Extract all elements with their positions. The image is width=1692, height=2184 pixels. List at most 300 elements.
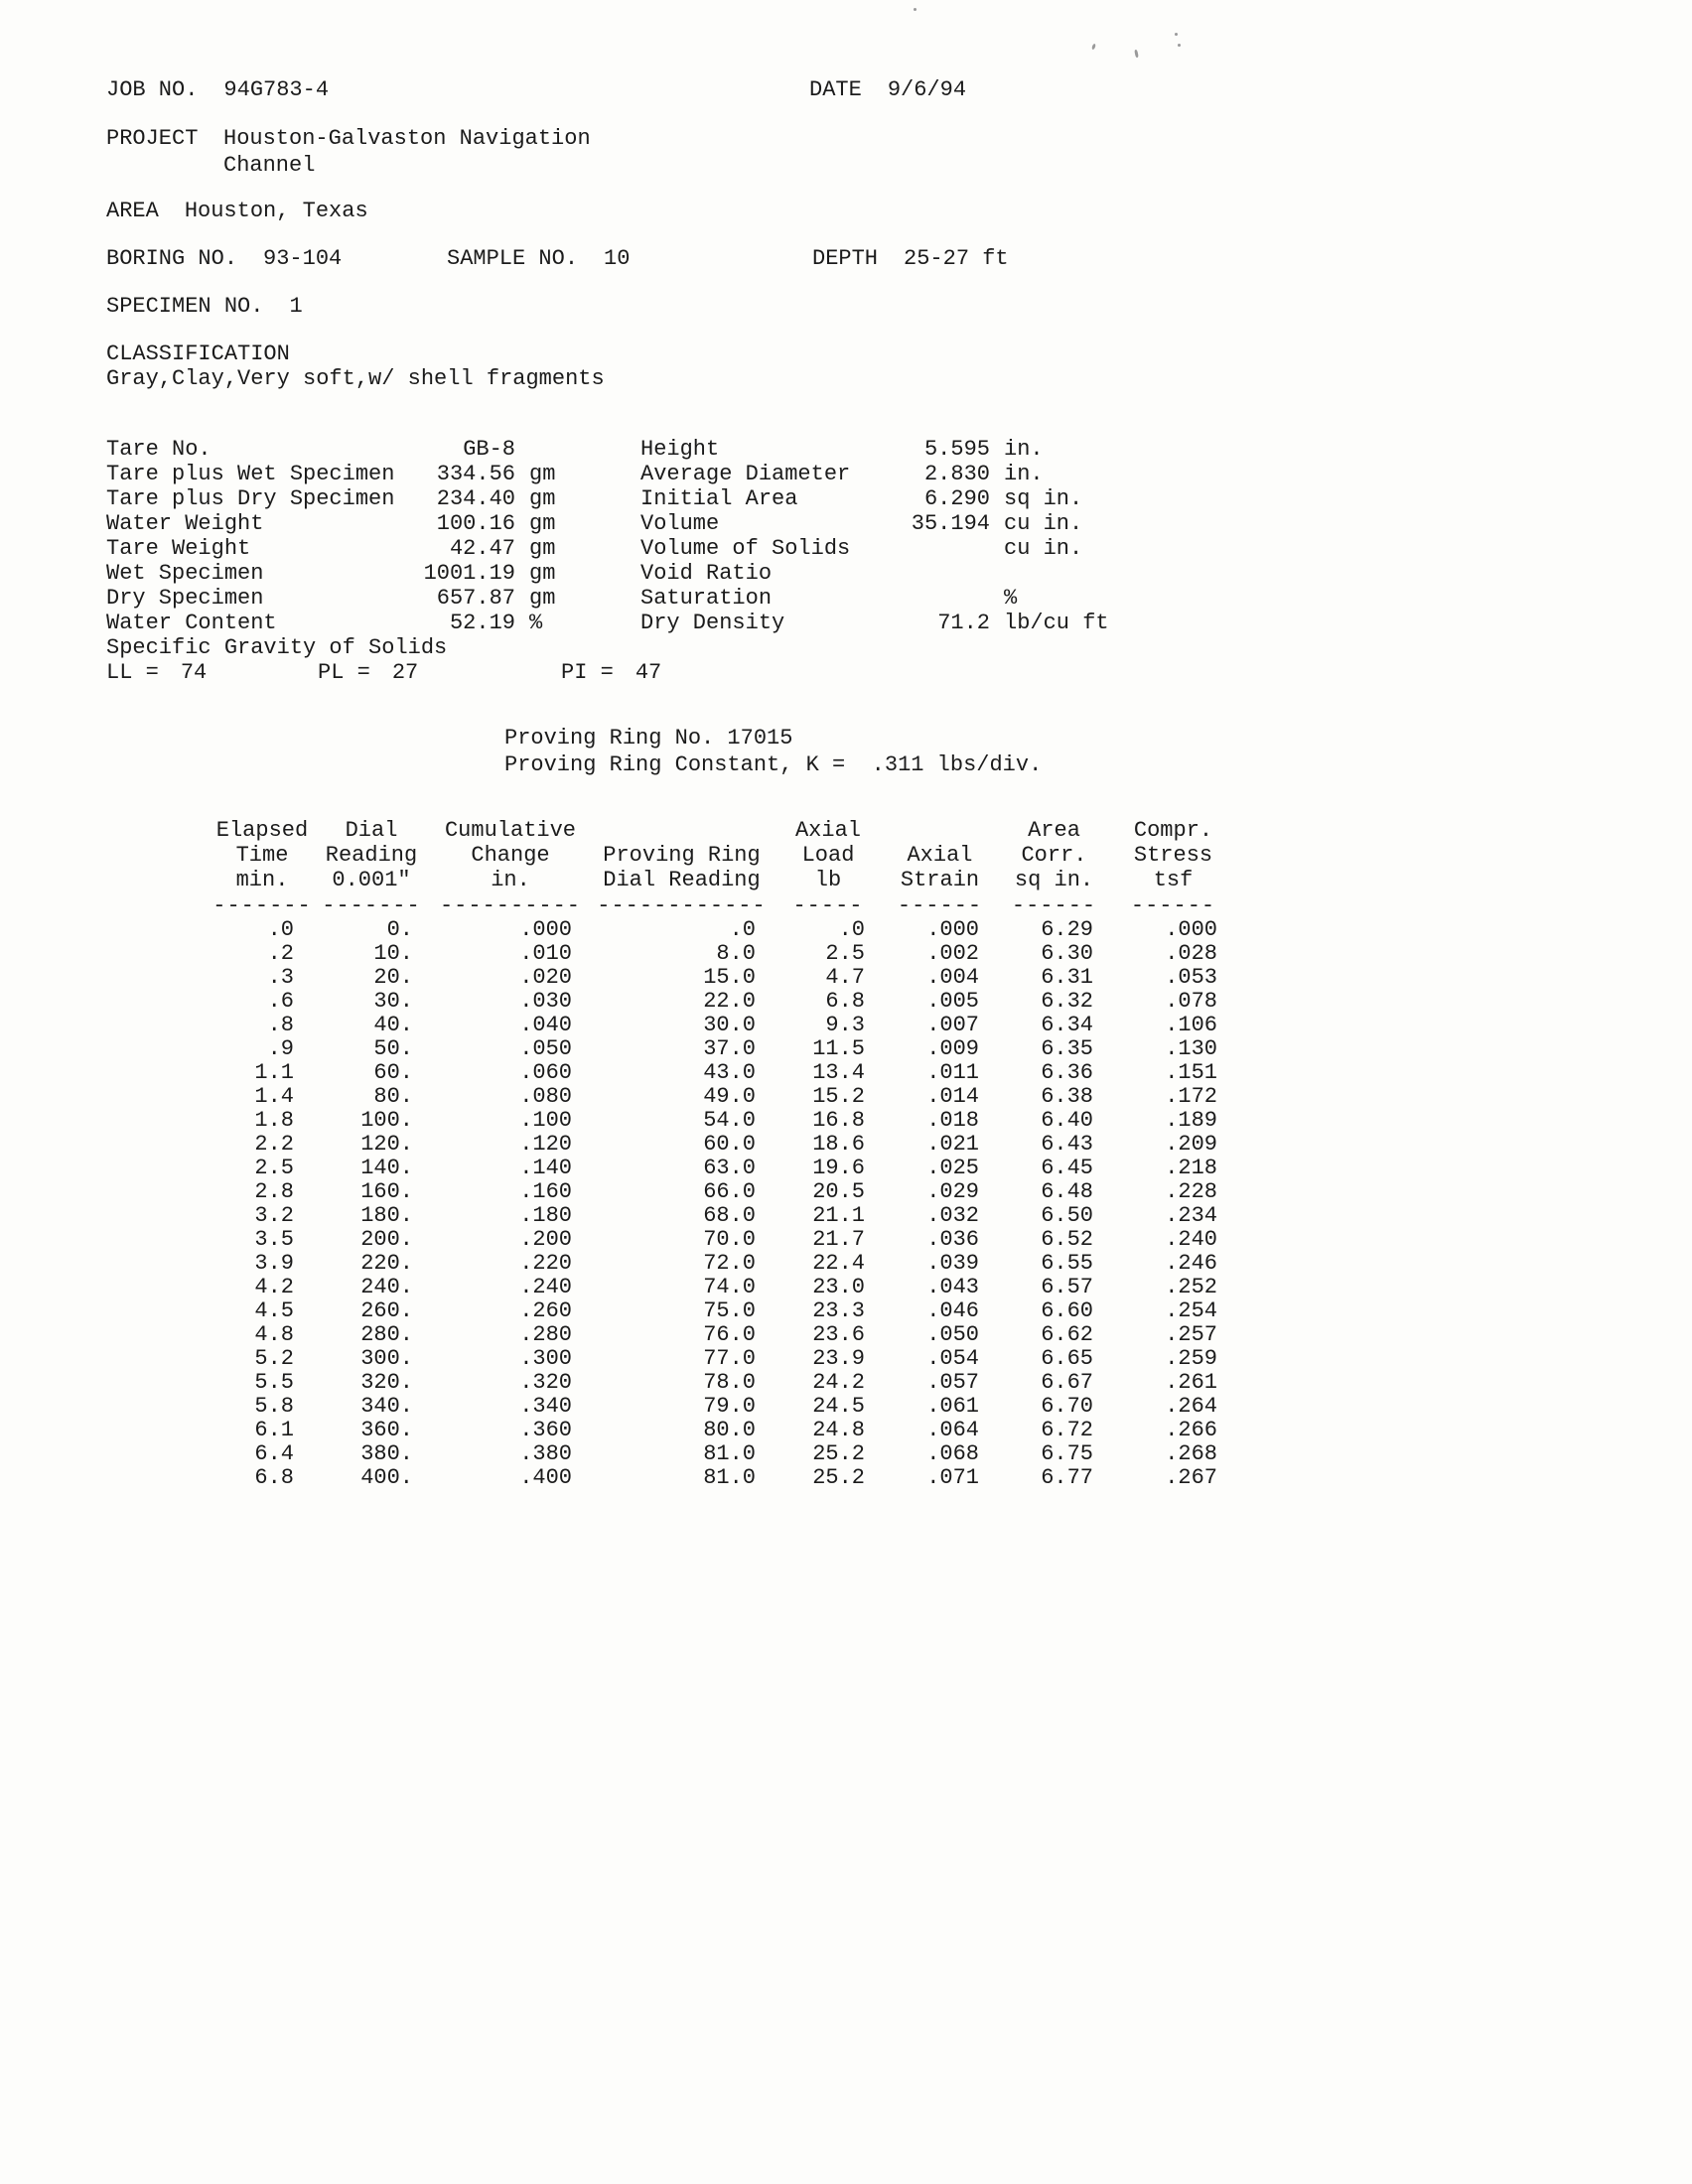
depth-label: DEPTH: [812, 246, 879, 271]
table-cell: .040: [519, 1013, 572, 1037]
table-cell: 60.0: [703, 1132, 756, 1157]
table-cell: .043: [926, 1275, 979, 1299]
table-cell: 5.8: [254, 1394, 294, 1419]
table-cell: 140.: [360, 1156, 413, 1180]
table-cell: 25.2: [812, 1441, 865, 1466]
table-cell: .264: [1165, 1394, 1217, 1419]
table-cell: .172: [1165, 1084, 1217, 1109]
table-cell: 6.48: [1041, 1179, 1093, 1204]
table-cell: .002: [926, 941, 979, 966]
table-cell: 2.5: [825, 941, 865, 966]
ll-label: LL =: [106, 660, 159, 685]
table-cell: 54.0: [703, 1108, 756, 1133]
table-row: [212, 1347, 1235, 1371]
project-label: PROJECT: [106, 126, 199, 151]
table-cell: .234: [1165, 1203, 1217, 1228]
classification-value: Gray,Clay,Very soft,w/ shell fragments: [106, 366, 605, 391]
table-cell: 81.0: [703, 1441, 756, 1466]
table-row: [212, 1299, 1235, 1323]
table-cell: 21.7: [812, 1227, 865, 1252]
sample-no-value: 10: [604, 246, 631, 271]
spec-value: 234.40: [436, 486, 515, 511]
table-cell: 77.0: [703, 1346, 756, 1371]
table-cell: .018: [926, 1108, 979, 1133]
table-cell: 43.0: [703, 1060, 756, 1085]
spec-value: 6.290: [923, 486, 990, 511]
table-cell: 30.: [373, 989, 413, 1014]
table-cell: .320: [519, 1370, 572, 1395]
table-cell: .046: [926, 1298, 979, 1323]
table-row: [212, 918, 1235, 942]
table-cell: 18.6: [812, 1132, 865, 1157]
boring-no-value: 93-104: [263, 246, 343, 271]
spec-row: [106, 511, 573, 536]
specimen-no-line: [106, 294, 1692, 319]
table-row: [212, 1037, 1235, 1061]
table-cell: 6.4: [254, 1441, 294, 1466]
table-cell: .020: [519, 965, 572, 990]
table-row: [212, 1371, 1235, 1395]
table-cell: .360: [519, 1418, 572, 1442]
table-cell: 24.2: [812, 1370, 865, 1395]
table-cell: .021: [926, 1132, 979, 1157]
table-cell: 4.2: [254, 1275, 294, 1299]
spec-unit: gm: [529, 586, 556, 611]
table-cell: 2.5: [254, 1156, 294, 1180]
table-cell: 79.0: [703, 1394, 756, 1419]
table-cell: 2.8: [254, 1179, 294, 1204]
table-cell: 13.4: [812, 1060, 865, 1085]
table-row: [212, 1466, 1235, 1490]
spec-row: [640, 586, 1109, 611]
header-underline: ------: [1130, 893, 1216, 918]
table-cell: .140: [519, 1156, 572, 1180]
table-cell: .218: [1165, 1156, 1217, 1180]
table-cell: 6.52: [1041, 1227, 1093, 1252]
pl-group: [318, 660, 418, 685]
spec-label: Tare No.: [106, 437, 212, 462]
table-cell: 23.6: [812, 1322, 865, 1347]
table-cell: .007: [926, 1013, 979, 1037]
table-row: [212, 942, 1235, 966]
table-row: [212, 1276, 1235, 1299]
table-cell: 76.0: [703, 1322, 756, 1347]
table-row: [212, 966, 1235, 990]
table-cell: 6.1: [254, 1418, 294, 1442]
table-cell: .209: [1165, 1132, 1217, 1157]
table-cell: .032: [926, 1203, 979, 1228]
table-cell: 20.: [373, 965, 413, 990]
table-cell: .080: [519, 1084, 572, 1109]
spec-row: [106, 586, 573, 611]
specimen-right-rows: [640, 437, 1109, 635]
spec-row: [640, 486, 1109, 511]
table-cell: 6.67: [1041, 1370, 1093, 1395]
table-cell: 360.: [360, 1418, 413, 1442]
spec-value: GB-8: [463, 437, 515, 462]
table-cell: 21.1: [812, 1203, 865, 1228]
table-cell: 6.8: [254, 1465, 294, 1490]
spec-value: [881, 561, 990, 586]
table-cell: 240.: [360, 1275, 413, 1299]
table-cell: .240: [519, 1275, 572, 1299]
table-cell: 2.2: [254, 1132, 294, 1157]
scan-artifact: [1175, 33, 1178, 36]
spec-unit: cu in.: [1004, 511, 1083, 536]
table-cell: .257: [1165, 1322, 1217, 1347]
table-cell: 70.0: [703, 1227, 756, 1252]
table-cell: .025: [926, 1156, 979, 1180]
spec-unit: sq in.: [1004, 486, 1083, 511]
table-cell: .8: [267, 1013, 294, 1037]
table-cell: 1.4: [254, 1084, 294, 1109]
header-underline: -----: [792, 893, 864, 918]
table-cell: .0: [267, 917, 294, 942]
table-cell: 6.8: [825, 989, 865, 1014]
spec-row: [106, 437, 573, 462]
table-row: [212, 1252, 1235, 1276]
table-cell: 23.9: [812, 1346, 865, 1371]
table-cell: .254: [1165, 1298, 1217, 1323]
table-cell: .300: [519, 1346, 572, 1371]
classification-label: CLASSIFICATION: [106, 341, 290, 366]
table-cell: .228: [1165, 1179, 1217, 1204]
spec-value: 42.47: [449, 536, 515, 561]
table-row: [212, 990, 1235, 1014]
table-cell: 6.40: [1041, 1108, 1093, 1133]
spec-value: 5.595: [923, 437, 990, 462]
scan-artifact: [914, 8, 916, 11]
table-cell: 19.6: [812, 1156, 865, 1180]
spec-label: Wet Specimen: [106, 561, 264, 586]
spec-label: Dry Density: [640, 611, 785, 635]
table-row: [212, 1014, 1235, 1037]
table-row: [212, 1323, 1235, 1347]
table-cell: .060: [519, 1060, 572, 1085]
table-cell: .053: [1165, 965, 1217, 990]
boring-sample-depth-line: [106, 246, 1692, 271]
sample-group: [447, 246, 630, 271]
table-cell: 100.: [360, 1108, 413, 1133]
table-cell: 30.0: [703, 1013, 756, 1037]
table-cell: .400: [519, 1465, 572, 1490]
table-cell: 25.2: [812, 1465, 865, 1490]
table-cell: .380: [519, 1441, 572, 1466]
table-row: [212, 1109, 1235, 1133]
table-cell: .028: [1165, 941, 1217, 966]
column-header: Axial Load lb -----: [774, 818, 883, 918]
table-cell: 49.0: [703, 1084, 756, 1109]
spec-label: Tare plus Wet Specimen: [106, 462, 395, 486]
table-cell: 80.: [373, 1084, 413, 1109]
table-cell: 160.: [360, 1179, 413, 1204]
table-cell: .039: [926, 1251, 979, 1276]
table-cell: 6.30: [1041, 941, 1093, 966]
table-cell: .010: [519, 941, 572, 966]
project-value-line1: Houston-Galvaston Navigation: [223, 126, 591, 151]
readings-table-head: [212, 818, 1235, 918]
job-no-value: 94G783-4: [223, 77, 330, 102]
header-underline: ----------: [439, 893, 582, 918]
table-cell: 72.0: [703, 1251, 756, 1276]
table-cell: 24.5: [812, 1394, 865, 1419]
spec-label: Water Content: [106, 611, 277, 635]
table-cell: .000: [1165, 917, 1217, 942]
table-cell: .6: [267, 989, 294, 1014]
table-cell: .036: [926, 1227, 979, 1252]
table-cell: .004: [926, 965, 979, 990]
table-cell: 3.5: [254, 1227, 294, 1252]
header-underline: ------: [897, 893, 983, 918]
column-header: Area Corr. sq in. ------: [997, 818, 1111, 918]
spec-row: [640, 511, 1109, 536]
table-cell: .068: [926, 1441, 979, 1466]
table-cell: .054: [926, 1346, 979, 1371]
specimen-no-label: SPECIMEN NO.: [106, 294, 264, 319]
table-cell: 68.0: [703, 1203, 756, 1228]
spec-row: [106, 486, 573, 511]
spec-unit: in.: [1004, 462, 1044, 486]
spec-label: Void Ratio: [640, 561, 773, 586]
proving-ring-constant: Proving Ring Constant, K = .311 lbs/div.: [504, 752, 1043, 777]
pl-value: 27: [391, 660, 419, 685]
specimen-data-block: [106, 437, 1692, 685]
table-cell: 6.57: [1041, 1275, 1093, 1299]
date-value: 9/6/94: [887, 77, 967, 102]
table-cell: 4.7: [825, 965, 865, 990]
table-cell: .280: [519, 1322, 572, 1347]
spec-row: [640, 437, 1109, 462]
table-cell: .151: [1165, 1060, 1217, 1085]
table-cell: .000: [519, 917, 572, 942]
table-cell: 40.: [373, 1013, 413, 1037]
table-cell: 340.: [360, 1394, 413, 1419]
table-cell: 60.: [373, 1060, 413, 1085]
spec-label: Initial Area: [640, 486, 798, 511]
table-cell: 300.: [360, 1346, 413, 1371]
table-cell: 6.45: [1041, 1156, 1093, 1180]
table-row: [212, 1133, 1235, 1157]
spec-label: Height: [640, 437, 720, 462]
table-cell: 16.8: [812, 1108, 865, 1133]
table-cell: .009: [926, 1036, 979, 1061]
table-cell: 6.55: [1041, 1251, 1093, 1276]
table-cell: 280.: [360, 1322, 413, 1347]
depth-value: 25-27 ft: [904, 246, 1009, 271]
spec-unit: gm: [529, 486, 556, 511]
table-cell: .0: [838, 917, 865, 942]
table-row: [212, 1442, 1235, 1466]
table-cell: 8.0: [716, 941, 756, 966]
spec-label: Tare plus Dry Specimen: [106, 486, 395, 511]
scan-artifact: [1178, 44, 1181, 47]
proving-ring-block: [504, 725, 1692, 778]
table-cell: .220: [519, 1251, 572, 1276]
pl-label: PL =: [318, 660, 370, 685]
table-cell: 380.: [360, 1441, 413, 1466]
table-cell: 6.32: [1041, 989, 1093, 1014]
table-cell: 15.0: [703, 965, 756, 990]
proving-ring-no: Proving Ring No. 17015: [504, 726, 793, 751]
table-cell: 9.3: [825, 1013, 865, 1037]
table-cell: .071: [926, 1465, 979, 1490]
spec-label: Average Diameter: [640, 462, 851, 486]
table-cell: .050: [519, 1036, 572, 1061]
table-row: [212, 1061, 1235, 1085]
pi-label: PI =: [561, 660, 614, 685]
table-cell: 6.31: [1041, 965, 1093, 990]
table-cell: 400.: [360, 1465, 413, 1490]
table-cell: 74.0: [703, 1275, 756, 1299]
column-header: Dial Reading 0.001" -------: [312, 818, 431, 918]
project-value-line2: Channel: [223, 153, 316, 178]
table-cell: .268: [1165, 1441, 1217, 1466]
specimen-left-column: [106, 437, 662, 685]
pi-group: [561, 660, 661, 685]
area-label: AREA: [106, 199, 159, 223]
table-cell: .050: [926, 1322, 979, 1347]
table-cell: 5.5: [254, 1370, 294, 1395]
spec-value: 35.194: [911, 511, 990, 536]
table-cell: 81.0: [703, 1465, 756, 1490]
spec-unit: gm: [529, 462, 556, 486]
table-cell: 80.0: [703, 1418, 756, 1442]
table-cell: 6.29: [1041, 917, 1093, 942]
spec-unit: in.: [1004, 437, 1044, 462]
table-cell: 11.5: [812, 1036, 865, 1061]
table-cell: 5.2: [254, 1346, 294, 1371]
table-cell: 75.0: [703, 1298, 756, 1323]
table-cell: .014: [926, 1084, 979, 1109]
spec-unit: gm: [529, 561, 556, 586]
project-value: [223, 125, 591, 179]
table-cell: .005: [926, 989, 979, 1014]
table-cell: 1.1: [254, 1060, 294, 1085]
table-cell: 23.0: [812, 1275, 865, 1299]
table-cell: 6.60: [1041, 1298, 1093, 1323]
table-row: [212, 1228, 1235, 1252]
table-cell: 20.5: [812, 1179, 865, 1204]
table-cell: .260: [519, 1298, 572, 1323]
table-cell: .0: [729, 917, 756, 942]
column-header: Compr. Stress tsf ------: [1111, 818, 1235, 918]
table-cell: .180: [519, 1203, 572, 1228]
table-cell: 78.0: [703, 1370, 756, 1395]
table-cell: .246: [1165, 1251, 1217, 1276]
spec-value: 2.830: [923, 462, 990, 486]
spec-unit: %: [529, 611, 543, 635]
spec-value: 1001.19: [423, 561, 515, 586]
table-cell: 6.43: [1041, 1132, 1093, 1157]
table-cell: 37.0: [703, 1036, 756, 1061]
date-label: DATE: [809, 77, 862, 102]
table-cell: .120: [519, 1132, 572, 1157]
spec-unit: cu in.: [1004, 536, 1083, 561]
table-cell: 22.4: [812, 1251, 865, 1276]
table-cell: 180.: [360, 1203, 413, 1228]
sample-no-label: SAMPLE NO.: [447, 246, 579, 271]
table-row: [212, 1204, 1235, 1228]
table-cell: .267: [1165, 1465, 1217, 1490]
area-value: Houston, Texas: [184, 199, 368, 223]
header-underline: ------: [1011, 893, 1097, 918]
spec-value: 71.2: [937, 611, 990, 635]
table-row: [212, 1085, 1235, 1109]
table-cell: 0.: [386, 917, 413, 942]
spec-label: Saturation: [640, 586, 773, 611]
spec-row: [640, 561, 1109, 586]
table-cell: 6.35: [1041, 1036, 1093, 1061]
table-cell: .340: [519, 1394, 572, 1419]
spec-row: [640, 462, 1109, 486]
spec-value: 100.16: [436, 511, 515, 536]
spec-value: 657.87: [436, 586, 515, 611]
table-row: [212, 1419, 1235, 1442]
specimen-right-column: [640, 437, 1109, 685]
spec-unit: gm: [529, 536, 556, 561]
table-cell: .266: [1165, 1418, 1217, 1442]
table-cell: .130: [1165, 1036, 1217, 1061]
table-row: [212, 1157, 1235, 1180]
table-cell: .200: [519, 1227, 572, 1252]
table-cell: 220.: [360, 1251, 413, 1276]
atterberg-line: [106, 660, 662, 685]
table-cell: .100: [519, 1108, 572, 1133]
table-cell: 6.50: [1041, 1203, 1093, 1228]
table-cell: 4.5: [254, 1298, 294, 1323]
spec-unit: %: [1004, 586, 1018, 611]
column-header: Proving Ring Dial Reading ------------: [590, 818, 774, 918]
table-cell: 10.: [373, 941, 413, 966]
area-line: [106, 199, 1692, 223]
spec-row: [106, 536, 573, 561]
table-cell: 4.8: [254, 1322, 294, 1347]
table-cell: .030: [519, 989, 572, 1014]
table-cell: 6.70: [1041, 1394, 1093, 1419]
table-cell: 63.0: [703, 1156, 756, 1180]
spec-unit: lb/cu ft: [1004, 611, 1109, 635]
spec-value: [881, 586, 990, 611]
table-cell: 6.77: [1041, 1465, 1093, 1490]
table-cell: .261: [1165, 1370, 1217, 1395]
table-row: [212, 1395, 1235, 1419]
table-cell: .259: [1165, 1346, 1217, 1371]
column-header: Elapsed Time min. -------: [212, 818, 312, 918]
table-cell: 15.2: [812, 1084, 865, 1109]
table-cell: .057: [926, 1370, 979, 1395]
table-row: [212, 1180, 1235, 1204]
spec-value: [881, 536, 990, 561]
table-cell: 22.0: [703, 989, 756, 1014]
table-cell: .189: [1165, 1108, 1217, 1133]
date-group: [809, 77, 966, 102]
depth-group: [812, 246, 1009, 271]
spec-label: Dry Specimen: [106, 586, 264, 611]
table-cell: 50.: [373, 1036, 413, 1061]
readings-table-body: [212, 918, 1235, 1490]
table-cell: 3.2: [254, 1203, 294, 1228]
readings-table: [212, 818, 1235, 1490]
spec-label: Volume of Solids: [640, 536, 851, 561]
table-cell: 200.: [360, 1227, 413, 1252]
spec-label: Tare Weight: [106, 536, 251, 561]
spec-value: 334.56: [436, 462, 515, 486]
header-underline: -------: [322, 893, 421, 918]
header-row: [212, 818, 1235, 918]
table-cell: 3.9: [254, 1251, 294, 1276]
specimen-no-value: 1: [289, 294, 303, 319]
ll-value: 74: [180, 660, 208, 685]
